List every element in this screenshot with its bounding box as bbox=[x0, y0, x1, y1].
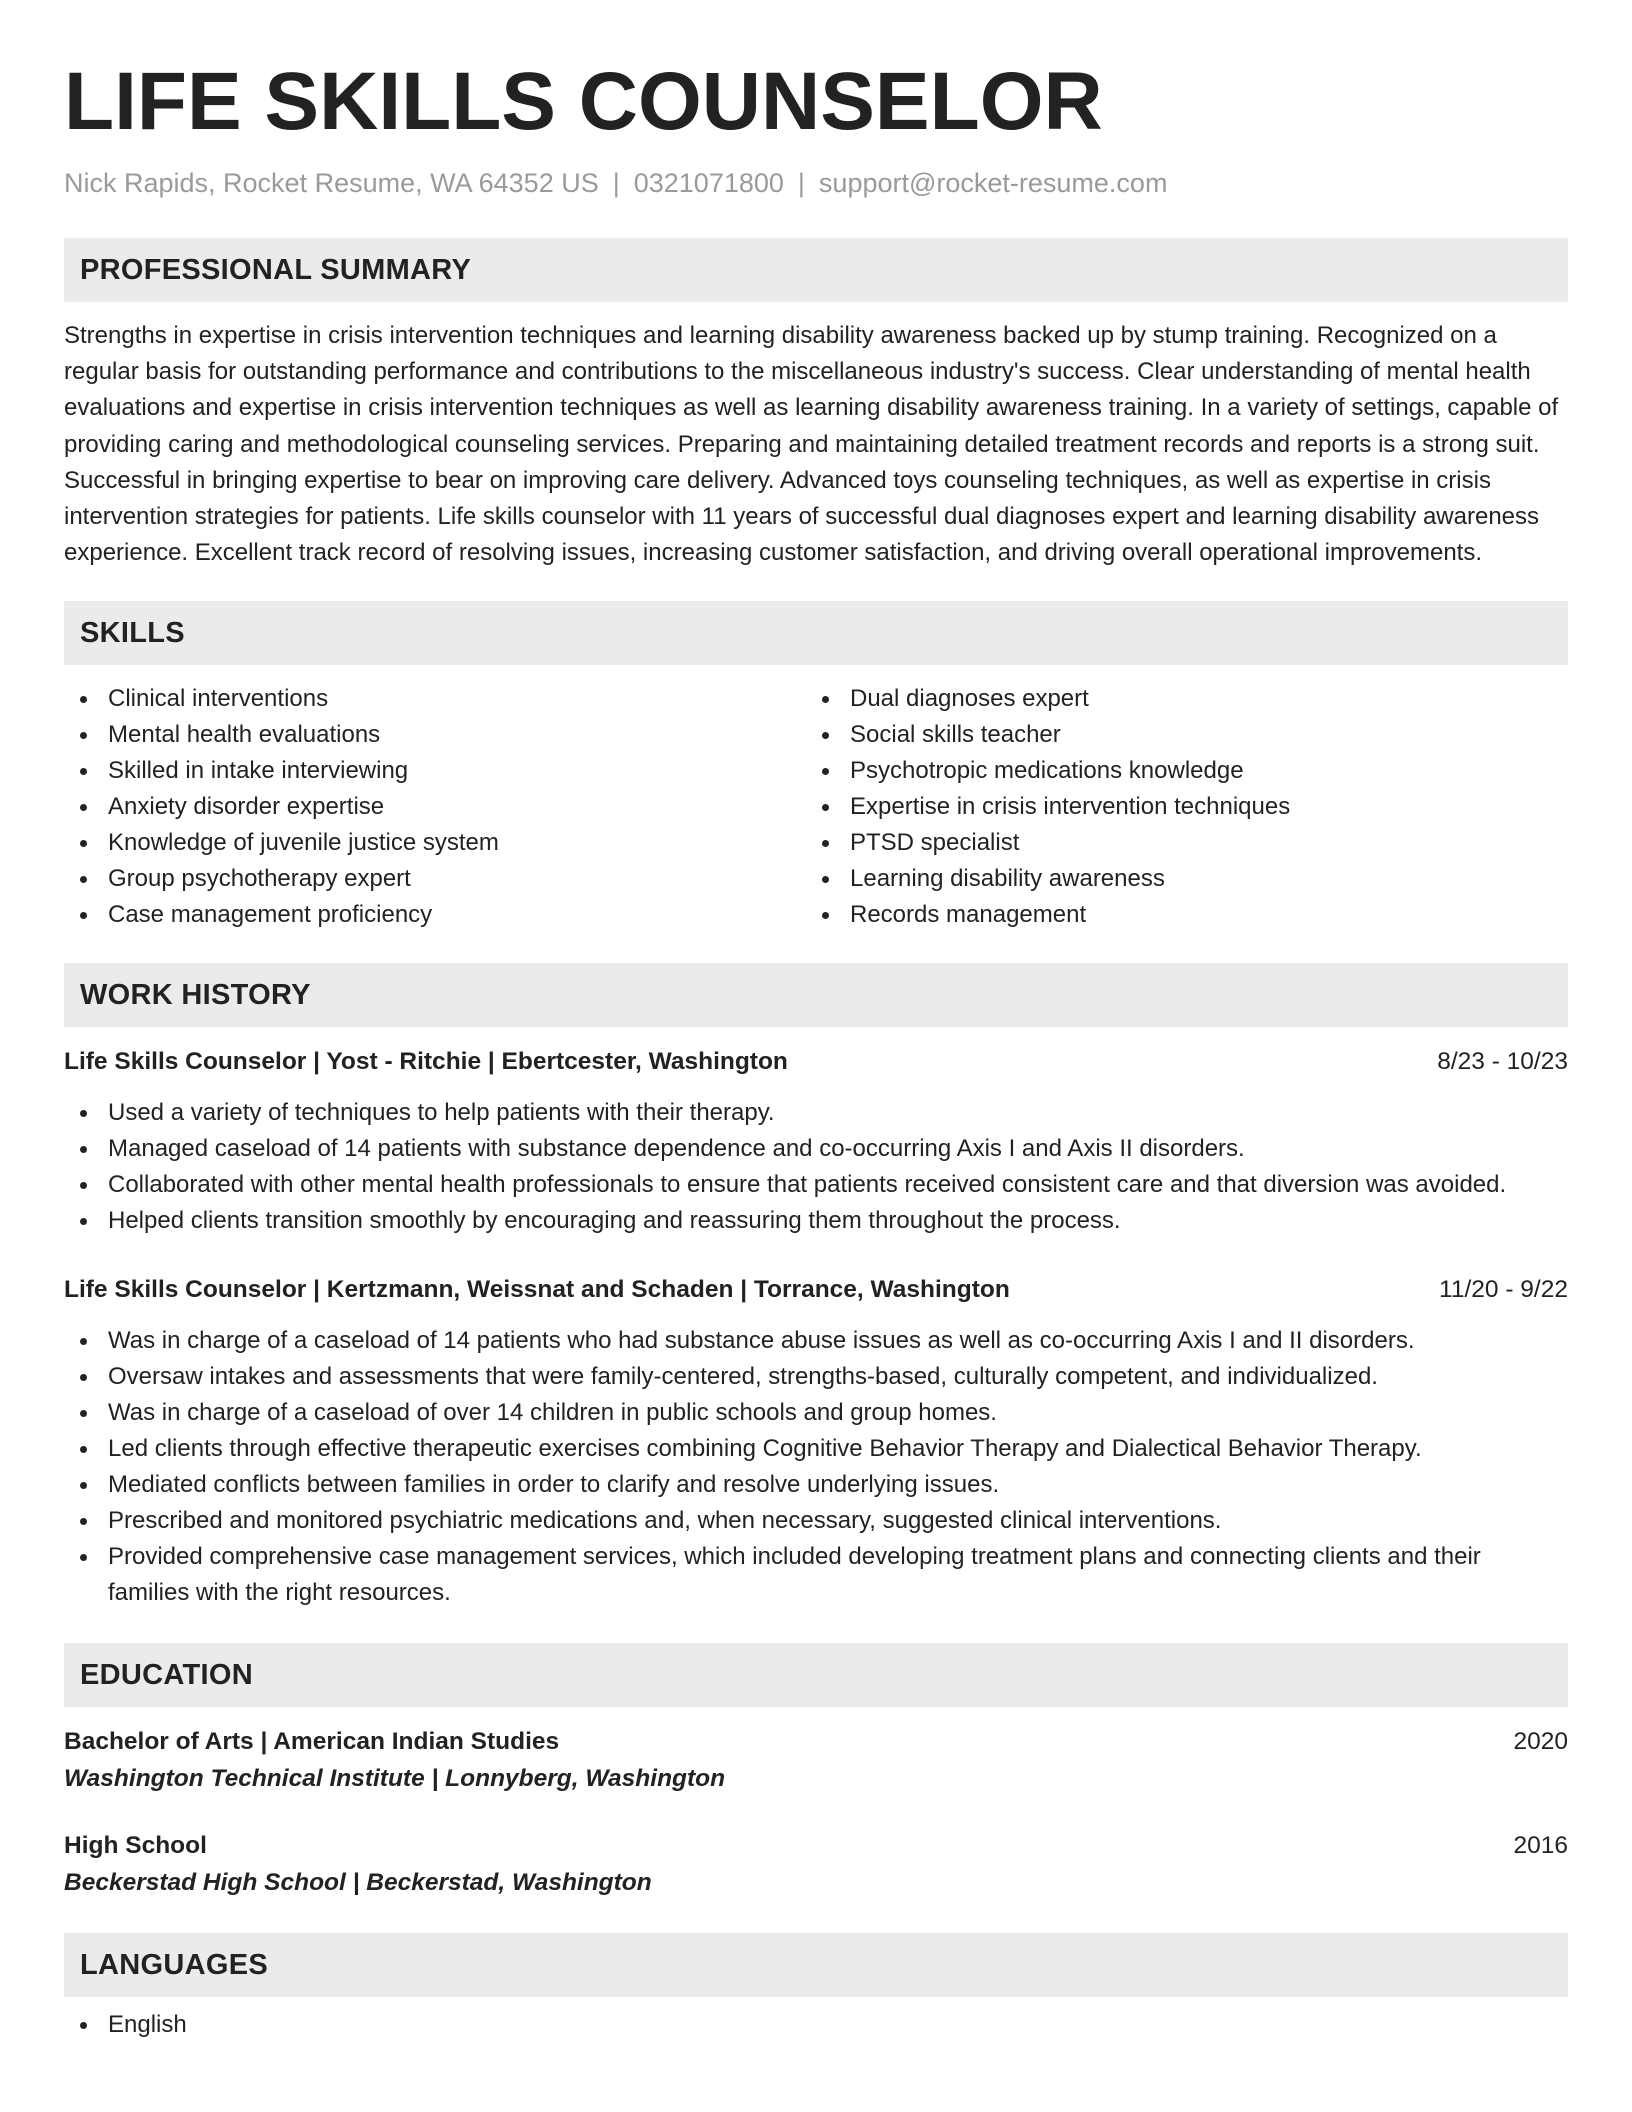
education-school: Beckerstad High School | Beckerstad, Washington bbox=[64, 1869, 652, 1897]
education-degree: High School bbox=[64, 1832, 207, 1860]
job-header bbox=[64, 1045, 1568, 1079]
skill-item: Case management proficiency bbox=[64, 897, 806, 933]
skill-item: Psychotropic medications knowledge bbox=[806, 753, 1548, 789]
skills-heading: SKILLS bbox=[64, 601, 1568, 665]
job-duty: Prescribed and monitored psychiatric medications and, when necessary, suggested clinical interventions. bbox=[64, 1503, 1568, 1539]
skill-item: Social skills teacher bbox=[806, 717, 1548, 753]
languages-list bbox=[64, 2007, 1568, 2043]
skill-item: Knowledge of juvenile justice system bbox=[64, 825, 806, 861]
education-year: 2016 bbox=[1513, 1832, 1568, 1860]
skill-item: Clinical interventions bbox=[64, 681, 806, 717]
contact-address: Nick Rapids, Rocket Resume, WA 64352 US bbox=[64, 168, 599, 198]
skill-item: Skilled in intake interviewing bbox=[64, 753, 806, 789]
job-duty: Collaborated with other mental health professionals to ensure that patients received consistent care and that diversion was avoided. bbox=[64, 1167, 1568, 1203]
work-history-heading: WORK HISTORY bbox=[64, 963, 1568, 1027]
job-duty: Was in charge of a caseload of over 14 children in public schools and group homes. bbox=[64, 1395, 1568, 1431]
contact-separator: | bbox=[612, 168, 620, 198]
job-duty: Helped clients transition smoothly by encouraging and reassuring them throughout the process. bbox=[64, 1203, 1568, 1239]
job-duty: Provided comprehensive case management services, which included developing treatment plans and connecting clients and their families with the right resources. bbox=[64, 1539, 1568, 1611]
job-duty: Led clients through effective therapeutic exercises combining Cognitive Behavior Therapy and Dialectical Behavior Therapy. bbox=[64, 1431, 1568, 1467]
contact-line bbox=[64, 166, 1568, 200]
job-duty: Used a variety of techniques to help patients with their therapy. bbox=[64, 1095, 1568, 1131]
job-duties bbox=[64, 1323, 1568, 1611]
job-header bbox=[64, 1273, 1568, 1307]
skill-item: Records management bbox=[806, 897, 1548, 933]
education-header bbox=[64, 1829, 1568, 1863]
contact-separator: | bbox=[797, 168, 805, 198]
skill-item: Dual diagnoses expert bbox=[806, 681, 1548, 717]
skill-item: Anxiety disorder expertise bbox=[64, 789, 806, 825]
job-title: Life Skills Counselor | Yost - Ritchie | Ebertcester, Washington bbox=[64, 1048, 788, 1076]
job-duty: Mediated conflicts between families in order to clarify and resolve underlying issues. bbox=[64, 1467, 1568, 1503]
skills-left-list bbox=[64, 681, 806, 933]
language-item: English bbox=[64, 2007, 1568, 2043]
job-dates: 8/23 - 10/23 bbox=[1437, 1048, 1568, 1076]
summary-heading: PROFESSIONAL SUMMARY bbox=[64, 238, 1568, 302]
skills-grid bbox=[64, 681, 1568, 933]
job-duty: Oversaw intakes and assessments that were family-centered, strengths-based, culturally competent, and individualized. bbox=[64, 1359, 1568, 1395]
job-entry bbox=[64, 1273, 1568, 1611]
candidate-title: LIFE SKILLS COUNSELOR bbox=[64, 56, 1103, 147]
education-header bbox=[64, 1725, 1568, 1759]
education-school: Washington Technical Institute | Lonnyberg, Washington bbox=[64, 1765, 726, 1793]
job-duty: Managed caseload of 14 patients with substance dependence and co-occurring Axis I and Axis II disorders. bbox=[64, 1131, 1568, 1167]
resume-page bbox=[64, 56, 1568, 2043]
contact-phone: 0321071800 bbox=[633, 168, 784, 198]
skill-item: Learning disability awareness bbox=[806, 861, 1548, 897]
education-entry bbox=[64, 1829, 1568, 1900]
summary-text: Strengths in expertise in crisis intervention techniques and learning disability awareness backed up by stump training. Recognized on a regular basis for outstanding performance and contributions to the miscellaneous industry's success. Clear understanding of mental health evaluations and expertise in crisis intervention techniques as well as learning disability awareness training. In a variety of settings, capable of providing caring and methodological counseling services. Preparing and maintaining detailed treatment records and reports is a strong suit. Successful in bringing expertise to bear on improving care delivery. Advanced toys counseling techniques, as well as expertise in crisis intervention strategies for patients. Life skills counselor with 11 years of successful dual diagnoses expert and learning disability awareness experience. Excellent track record of resolving issues, increasing customer satisfaction, and driving overall operational improvements. bbox=[64, 322, 1559, 567]
job-dates: 11/20 - 9/22 bbox=[1439, 1276, 1568, 1304]
skill-item: Group psychotherapy expert bbox=[64, 861, 806, 897]
skills-right-list bbox=[806, 681, 1548, 933]
education-year: 2020 bbox=[1513, 1728, 1568, 1756]
languages-heading: LANGUAGES bbox=[64, 1933, 1568, 1997]
education-degree: Bachelor of Arts | American Indian Studies bbox=[64, 1728, 560, 1756]
contact-email: support@rocket-resume.com bbox=[818, 168, 1168, 198]
job-entry bbox=[64, 1045, 1568, 1239]
skill-item: Expertise in crisis intervention techniques bbox=[806, 789, 1548, 825]
education-entry bbox=[64, 1725, 1568, 1796]
skill-item: PTSD specialist bbox=[806, 825, 1548, 861]
skill-item: Mental health evaluations bbox=[64, 717, 806, 753]
job-title: Life Skills Counselor | Kertzmann, Weissnat and Schaden | Torrance, Washington bbox=[64, 1276, 1010, 1304]
education-heading: EDUCATION bbox=[64, 1643, 1568, 1707]
job-duty: Was in charge of a caseload of 14 patients who had substance abuse issues as well as co-occurring Axis I and II disorders. bbox=[64, 1323, 1568, 1359]
job-duties bbox=[64, 1095, 1568, 1239]
